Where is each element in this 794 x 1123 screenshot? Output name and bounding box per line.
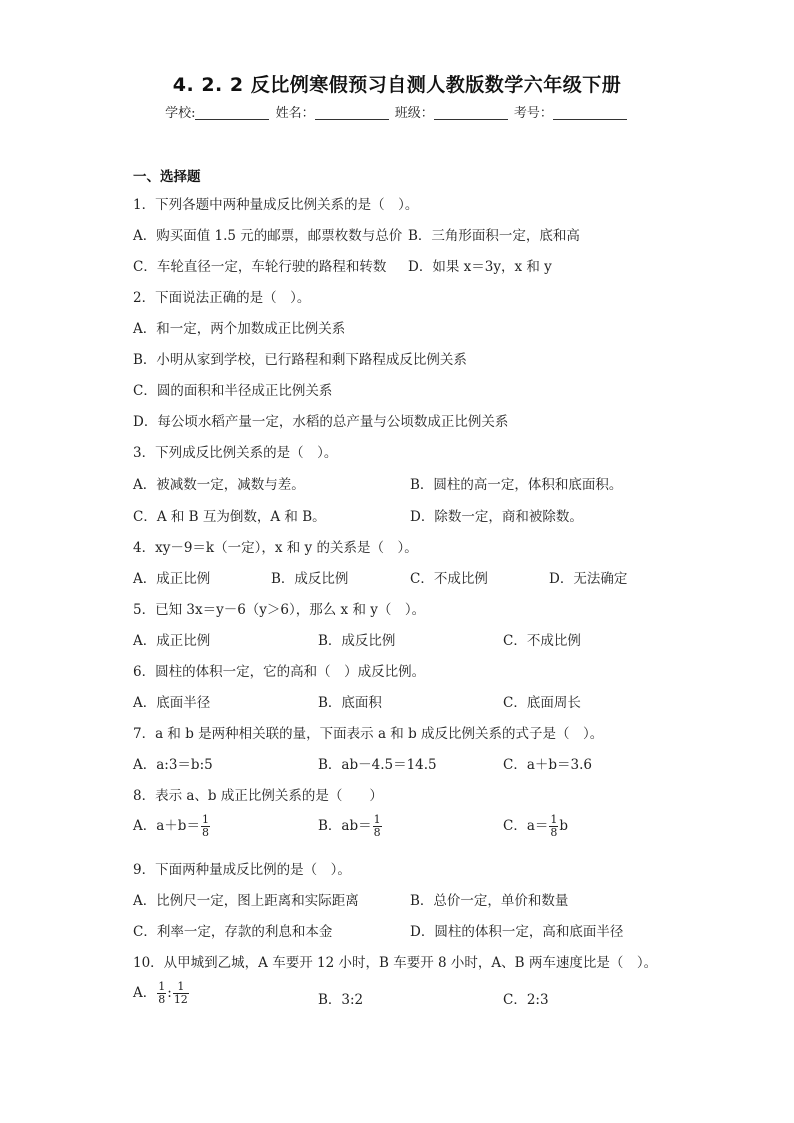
question-8-option-a[interactable] xyxy=(133,814,211,839)
fraction-one-eighth xyxy=(201,814,210,839)
question-1-option-d[interactable]: D．如果 x＝3y，x 和 y xyxy=(408,259,552,275)
fraction-one-eighth xyxy=(373,814,382,839)
question-7-option-b[interactable]: B．ab－4.5＝14.5 xyxy=(318,757,437,773)
option-c-expression: C．a＝ xyxy=(503,818,549,834)
question-6-option-a[interactable]: A．底面半径 xyxy=(133,695,211,711)
question-3-stem: 3．下列成反比例关系的是（ ）。 xyxy=(133,445,338,461)
question-10-option-c[interactable]: C．2:3 xyxy=(503,992,549,1008)
option-b-expression: B．ab＝ xyxy=(318,818,372,834)
page-title: 4. 2. 2 反比例寒假预习自测人教版数学六年级下册 xyxy=(172,74,622,96)
question-2-option-a[interactable]: A．和一定，两个加数成正比例关系 xyxy=(133,321,346,337)
question-1-option-b[interactable]: B．三角形面积一定，底和高 xyxy=(408,228,580,244)
ratio-separator: : xyxy=(167,985,172,1001)
school-label: 学校: xyxy=(165,106,196,121)
fraction-one-eighth xyxy=(549,814,558,839)
question-9-option-a[interactable]: A．比例尺一定，图上距离和实际距离 xyxy=(133,893,359,909)
question-6-option-c[interactable]: C．底面周长 xyxy=(503,695,581,711)
question-3-option-d[interactable]: D．除数一定，商和被除数。 xyxy=(410,509,583,525)
question-9-option-d[interactable]: D．圆柱的体积一定，高和底面半径 xyxy=(410,924,624,940)
question-7-option-c[interactable]: C．a＋b＝3.6 xyxy=(503,757,592,773)
question-6-stem: 6．圆柱的体积一定，它的高和（ ）成反比例。 xyxy=(133,664,426,680)
fraction-denominator: 8 xyxy=(201,826,209,839)
question-10-option-a[interactable] xyxy=(133,981,190,1006)
student-info-line xyxy=(0,102,794,121)
question-7-stem: 7．a 和 b 是两种相关联的量，下面表示 a 和 b 成反比例关系的式子是（ ）。 xyxy=(133,726,604,742)
question-9-stem: 9．下面两种量成反比例的是（ ）。 xyxy=(133,862,351,878)
school-blank[interactable] xyxy=(195,105,269,120)
question-3-option-a[interactable]: A．被减数一定，减数与差。 xyxy=(133,477,305,493)
question-2-option-c[interactable]: C．圆的面积和半径成正比例关系 xyxy=(133,383,333,399)
question-10-option-b[interactable]: B．3:2 xyxy=(318,992,364,1008)
question-4-option-d[interactable]: D．无法确定 xyxy=(549,571,628,587)
fraction-numerator: 1 xyxy=(173,981,189,994)
question-2-option-d[interactable]: D．每公顷水稻产量一定，水稻的总产量与公顷数成正比例关系 xyxy=(133,414,509,430)
question-5-option-b[interactable]: B．成反比例 xyxy=(318,633,396,649)
question-4-option-a[interactable]: A．成正比例 xyxy=(133,571,211,587)
fraction-numerator: 1 xyxy=(373,813,381,826)
question-2-option-b[interactable]: B．小明从家到学校，已行路程和剩下路程成反比例关系 xyxy=(133,352,467,368)
section-heading: 一、选择题 xyxy=(133,169,201,185)
question-3-option-c[interactable]: C．A 和 B 互为倒数，A 和 B。 xyxy=(133,509,326,525)
question-1-option-a[interactable]: A．购买面值 1.5 元的邮票，邮票枚数与总价 xyxy=(133,228,403,244)
exam-no-blank[interactable] xyxy=(553,105,627,120)
question-1-stem: 1．下列各题中两种量成反比例关系的是（ ）。 xyxy=(133,197,419,213)
class-label: 班级： xyxy=(394,106,434,121)
fraction-numerator: 1 xyxy=(550,813,558,826)
question-9-option-b[interactable]: B．总价一定，单价和数量 xyxy=(410,893,569,909)
class-blank[interactable] xyxy=(434,105,508,120)
fraction-denominator: 8 xyxy=(373,826,381,839)
question-6-option-b[interactable]: B．底面积 xyxy=(318,695,382,711)
fraction-numerator: 1 xyxy=(158,980,166,993)
question-5-stem: 5．已知 3x＝y－6（y＞6），那么 x 和 y（ ）。 xyxy=(133,602,426,618)
fraction-one-eighth xyxy=(157,981,166,1006)
option-a-label: A． xyxy=(133,985,157,1001)
fraction-denominator: 8 xyxy=(550,826,558,839)
option-a-expression: A．a＋b＝ xyxy=(133,818,200,834)
exam-no-label: 考号： xyxy=(513,106,553,121)
question-8-option-b[interactable] xyxy=(318,814,383,839)
question-8-option-c[interactable] xyxy=(503,814,568,839)
question-4-stem: 4．xy－9＝k（一定），x 和 y 的关系是（ ）。 xyxy=(133,540,418,556)
fraction-denominator: 8 xyxy=(158,993,166,1006)
fraction-denominator: 12 xyxy=(173,993,188,1006)
question-1-option-c[interactable]: C．车轮直径一定，车轮行驶的路程和转数 xyxy=(133,259,387,275)
question-8-stem: 8．表示 a、b 成正比例关系的是（ ） xyxy=(133,788,383,804)
name-label: 姓名： xyxy=(275,106,315,121)
question-7-option-a[interactable]: A．a:3＝b:5 xyxy=(133,757,213,773)
question-10-stem: 10．从甲城到乙城，A 车要开 12 小时，B 车要开 8 小时，A、B 两车速度比是（ ）。 xyxy=(133,955,658,971)
name-blank[interactable] xyxy=(315,105,389,120)
question-4-option-b[interactable]: B．成反比例 xyxy=(271,571,349,587)
question-9-option-c[interactable]: C．利率一定，存款的利息和本金 xyxy=(133,924,333,940)
question-5-option-c[interactable]: C．不成比例 xyxy=(503,633,581,649)
fraction-numerator: 1 xyxy=(201,813,209,826)
question-3-option-b[interactable]: B．圆柱的高一定，体积和底面积。 xyxy=(410,477,623,493)
question-5-option-a[interactable]: A．成正比例 xyxy=(133,633,211,649)
option-c-tail: b xyxy=(559,818,569,834)
question-4-option-c[interactable]: C．不成比例 xyxy=(410,571,488,587)
question-2-stem: 2．下面说法正确的是（ ）。 xyxy=(133,290,311,306)
fraction-one-twelfth xyxy=(173,981,189,1006)
